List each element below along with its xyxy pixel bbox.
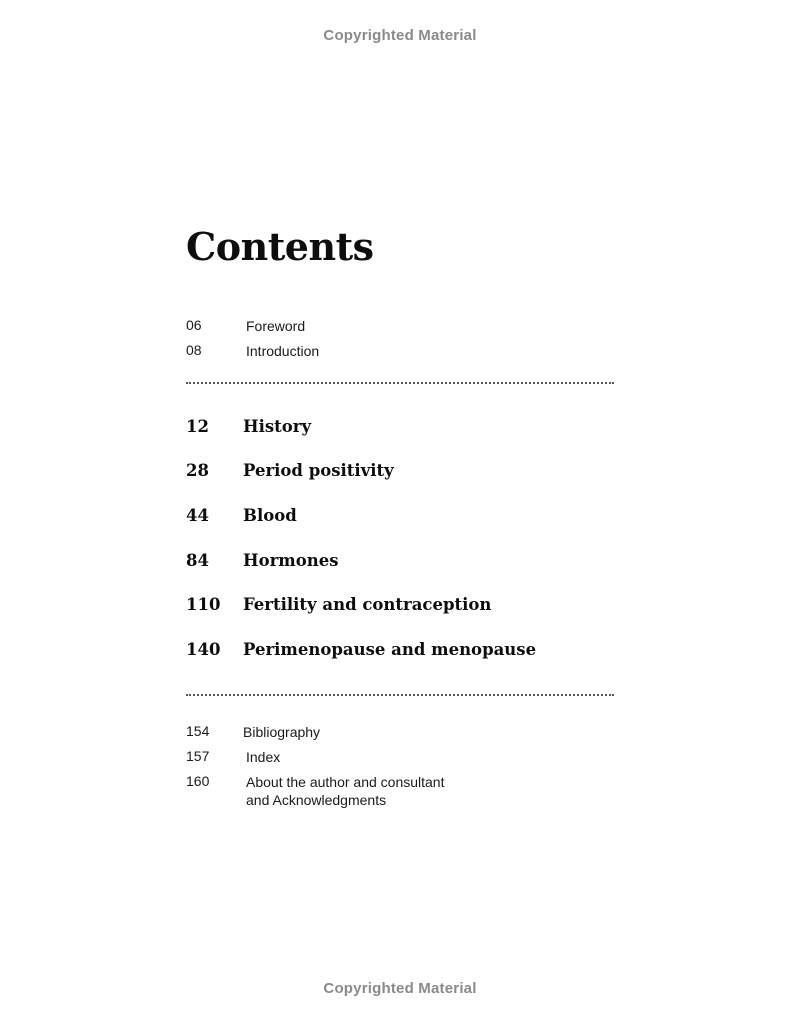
toc-page-number: 160 bbox=[186, 773, 210, 789]
toc-chapter-title: Period positivity bbox=[243, 461, 394, 480]
toc-page-number: 154 bbox=[186, 723, 210, 739]
toc-chapter-title: Perimenopause and menopause bbox=[243, 640, 537, 659]
toc-entry-title: Index bbox=[246, 749, 281, 765]
toc-entry-title: Bibliography bbox=[243, 724, 321, 740]
toc-entry-title bbox=[246, 773, 444, 809]
toc-page-number: 157 bbox=[186, 748, 210, 764]
toc-page-number: 84 bbox=[186, 551, 209, 570]
page-title: Contents bbox=[186, 224, 374, 269]
toc-page-number: 12 bbox=[186, 417, 209, 436]
toc-entry-title-line-1: About the author and consultant bbox=[246, 774, 445, 790]
toc-page-number: 08 bbox=[186, 342, 202, 358]
toc-page-number: 44 bbox=[186, 506, 209, 525]
dotted-divider bbox=[186, 382, 614, 384]
toc-chapter-title: History bbox=[243, 417, 312, 436]
toc-page-number: 28 bbox=[186, 461, 209, 480]
toc-page-number: 110 bbox=[186, 595, 221, 614]
toc-page-number: 06 bbox=[186, 317, 202, 333]
toc-page-number: 140 bbox=[186, 640, 221, 659]
copyright-watermark-bottom: Copyrighted Material bbox=[323, 980, 477, 997]
toc-entry-title: Foreword bbox=[246, 318, 306, 334]
toc-entry-title: Introduction bbox=[246, 343, 320, 359]
copyright-watermark-top: Copyrighted Material bbox=[323, 27, 477, 44]
toc-chapter-title: Blood bbox=[243, 506, 297, 525]
dotted-divider bbox=[186, 694, 614, 696]
toc-chapter-title: Hormones bbox=[243, 551, 339, 570]
toc-chapter-title: Fertility and contraception bbox=[243, 595, 492, 614]
toc-entry-title-line-2: and Acknowledgments bbox=[246, 792, 387, 808]
